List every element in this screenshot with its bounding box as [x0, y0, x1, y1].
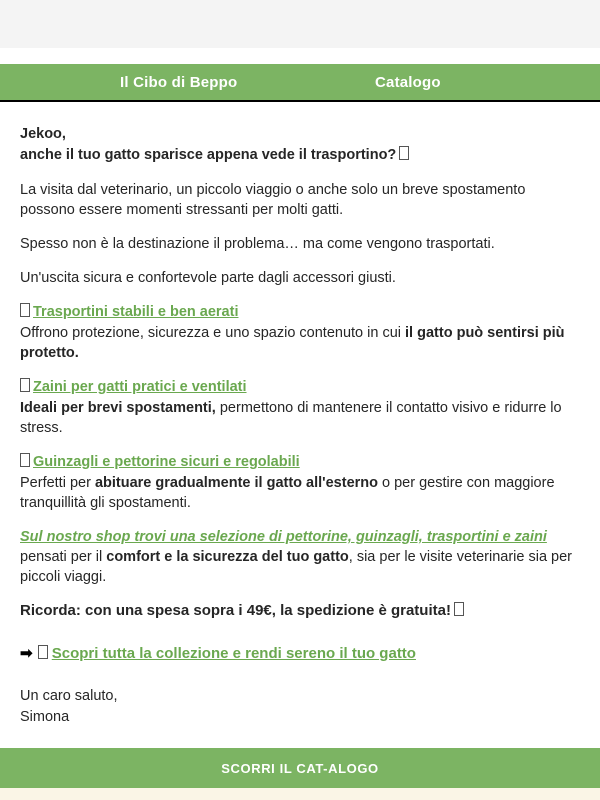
missing-glyph-icon: [20, 378, 30, 392]
browser-top-strip: [0, 0, 600, 48]
right-arrow-icon: ➡: [20, 644, 33, 662]
intro-paragraph-1: La visita dal veterinario, un piccolo viaggio o anche solo un breve spostamento possono essere momenti stressanti per molti gatti.: [20, 182, 526, 219]
section-heading-row: [20, 452, 580, 472]
section-link-zaini[interactable]: Zaini per gatti pratici e ventilati: [33, 379, 247, 396]
nav-item-catalog[interactable]: Catalogo: [375, 73, 441, 91]
reminder-line: [20, 601, 580, 622]
section-body-bold: abituare gradualmente il gatto all'esterno: [94, 475, 378, 492]
intro-paragraph-2: Spesso non è la destinazione il problema… ma come vengono trasportati.: [20, 236, 495, 253]
section-trasportini: [20, 302, 580, 363]
section-guinzagli: [20, 452, 580, 513]
greeting-block: [20, 124, 580, 166]
missing-glyph-icon: [399, 146, 409, 160]
section-link-trasportini[interactable]: Trasportini stabili e ben aerati: [33, 304, 239, 321]
section-body-lead: Offrono protezione, sicurezza e uno spazio contenuto in cui: [20, 325, 406, 342]
site-nav-bar: [0, 64, 600, 100]
footer-cta-label: SCORRI IL CAT-ALOGO: [221, 760, 379, 776]
missing-glyph-icon: [38, 645, 48, 659]
missing-glyph-icon: [20, 453, 30, 467]
greeting-name: Jekoo,: [20, 126, 66, 142]
section-zaini: [20, 377, 580, 438]
reminder-text: Ricorda: con una spesa sopra i 49€, la spedizione è gratuita!: [20, 602, 451, 620]
section-body-bold: il gatto può sentirsi più protetto.: [20, 325, 565, 362]
missing-glyph-icon: [20, 303, 30, 317]
signature-name: Simona: [20, 708, 70, 725]
shop-tail: , sia per le visite veterinarie sia per piccoli viaggi.: [20, 549, 573, 586]
signature-block: [20, 686, 580, 727]
cta-link[interactable]: Scopri tutta la collezione e rendi sereno il tuo gatto: [51, 644, 416, 662]
section-heading-row: [20, 302, 580, 322]
shop-link[interactable]: Sul nostro shop trovi una selezione di pettorine, guinzagli, trasportini e zaini: [20, 529, 547, 546]
header-gap: [0, 48, 600, 64]
section-heading-row: [20, 377, 580, 397]
missing-glyph-icon: [454, 602, 464, 616]
shop-bold: comfort e la sicurezza del tuo gatto: [106, 549, 349, 566]
section-body-bold: Ideali per brevi spostamenti,: [20, 400, 216, 417]
shop-paragraph: [20, 527, 580, 587]
signature-closing: Un caro saluto,: [20, 688, 118, 705]
shop-lead: pensati per il: [20, 549, 107, 566]
greeting-question-line: [20, 145, 580, 166]
footer-cta-bar[interactable]: [0, 748, 600, 788]
section-link-guinzagli[interactable]: Guinzagli e pettorine sicuri e regolabili: [33, 454, 300, 471]
section-body-tail: permettono di mantenere il contatto visivo e ridurre lo stress.: [20, 400, 562, 437]
intro-paragraph-3: Un'uscita sicura e confortevole parte dagli accessori giusti.: [20, 270, 396, 287]
cta-line: [20, 644, 580, 665]
nav-item-brand[interactable]: Il Cibo di Beppo: [120, 73, 238, 91]
email-body: [0, 102, 600, 728]
section-body-tail: o per gestire con maggiore tranquillità gli spostamenti.: [20, 475, 555, 512]
greeting-question: anche il tuo gatto sparisce appena vede il trasportino?: [20, 147, 397, 164]
bottom-strip: [0, 788, 600, 800]
section-body-lead: Perfetti per: [20, 475, 95, 492]
